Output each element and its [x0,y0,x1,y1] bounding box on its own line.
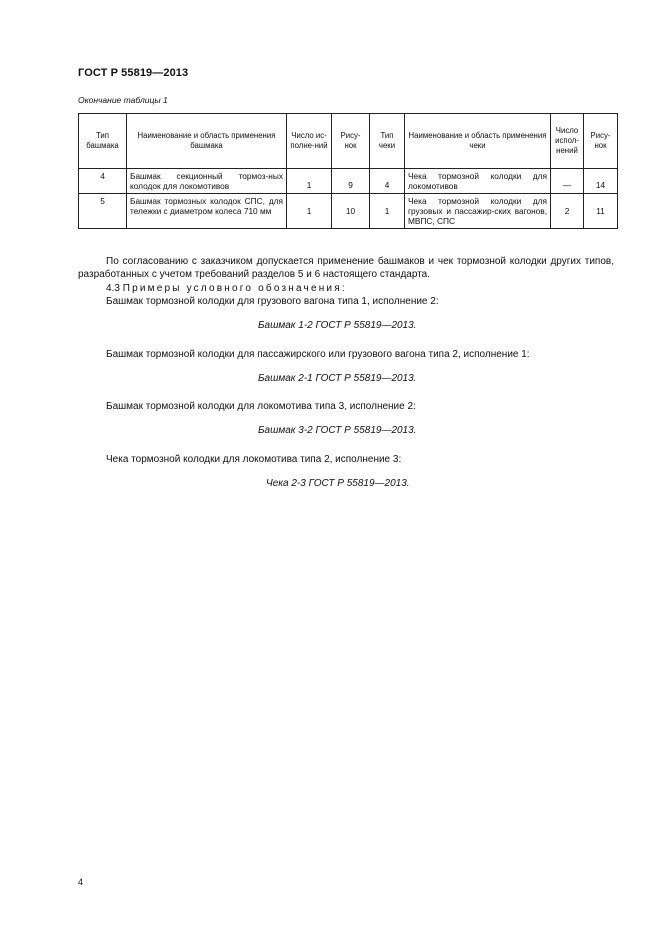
cell-key-figure: 11 [584,194,618,229]
cell-shoe-name: Башмак секционный тормоз-ных колодок для локомотивов [127,169,287,194]
agreement-paragraph: По согласованию с заказчиком допускается применение башмаков и чек тормозной колодки других типов, разработанных с учетом требований разделов 5 и 6 настоящего стандарта. [78,256,614,280]
header-key-versions: Число испол-нений [551,114,584,169]
section-number: 4.3 [106,283,120,294]
cell-key-name: Чека тормозной колодки для локомотивов [405,169,551,194]
cell-shoe-name: Башмак тормозных колодок СПС, для тележки с диаметром колеса 710 мм [127,194,287,229]
table-row [79,194,618,229]
cell-key-versions: 2 [551,194,584,229]
table-row [79,169,618,194]
example-4-intro: Чека тормозной колодки для локомотива типа 2, исполнение 3: [106,454,402,465]
example-3-intro: Башмак тормозной колодки для локомотива типа 3, исполнение 2: [106,401,416,412]
header-shoe-versions: Число ис-полне-ний [287,114,332,169]
cell-shoe-type: 4 [79,169,127,194]
header-shoe-type: Тип башмака [79,114,127,169]
header-key-figure: Рису-нок [584,114,618,169]
section-heading [78,282,614,295]
cell-shoe-versions: 1 [287,169,332,194]
header-key-name: Наименование и область применения чеки [405,114,551,169]
example-1-designation: Башмак 1-2 ГОСТ Р 55819—2013. [258,320,417,331]
header-shoe-figure: Рису-нок [332,114,370,169]
cell-key-name: Чека тормозной колодки для грузовых и пассажир-ских вагонов, МВПС, СПС [405,194,551,229]
header-key-type: Тип чеки [370,114,405,169]
example-1-intro: Башмак тормозной колодки для грузового вагона типа 1, исполнение 2: [106,296,439,307]
cell-key-figure: 14 [584,169,618,194]
example-4-designation: Чека 2-3 ГОСТ Р 55819—2013. [266,478,410,489]
cell-key-type: 4 [370,169,405,194]
header-shoe-name: Наименование и область применения башмака [127,114,287,169]
cell-shoe-figure: 9 [332,169,370,194]
document-header: ГОСТ Р 55819—2013 [78,67,189,79]
cell-shoe-versions: 1 [287,194,332,229]
example-2-intro: Башмак тормозной колодки для пассажирского или грузового вагона типа 2, исполнение 1: [106,349,530,360]
cell-shoe-figure: 10 [332,194,370,229]
example-2-designation: Башмак 2-1 ГОСТ Р 55819—2013. [258,373,417,384]
types-table [78,113,618,229]
cell-key-type: 1 [370,194,405,229]
table-header-row [79,114,618,169]
page-number: 4 [78,877,84,887]
section-title: Примеры условного обозначения: [122,283,347,294]
cell-key-versions: — [551,169,584,194]
cell-shoe-type: 5 [79,194,127,229]
table-caption: Окончание таблицы 1 [78,95,168,105]
example-3-designation: Башмак 3-2 ГОСТ Р 55819—2013. [258,425,417,436]
